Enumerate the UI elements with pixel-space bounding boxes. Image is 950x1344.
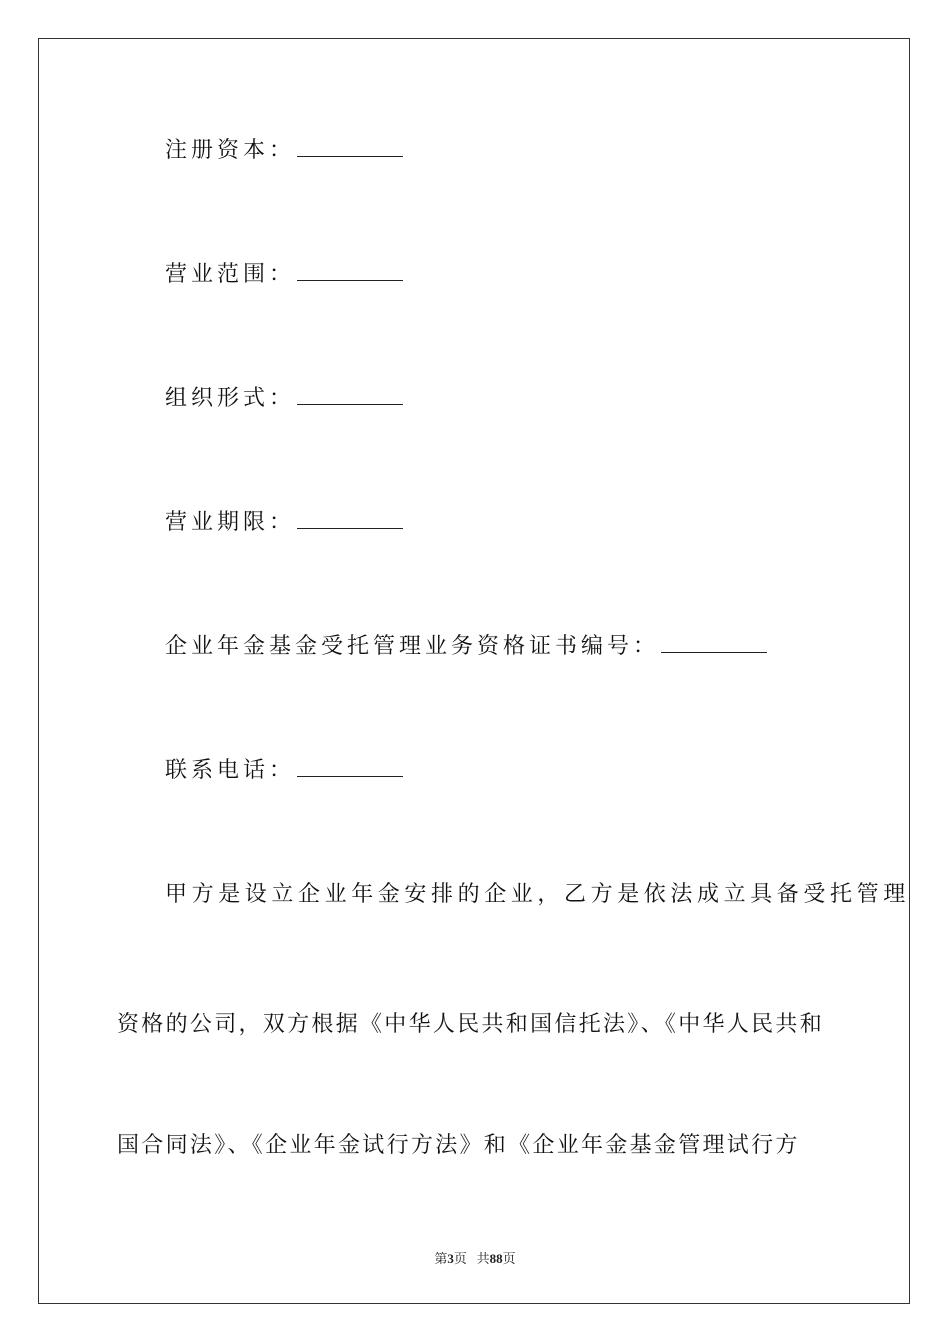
- footer-prefix: 第: [434, 1251, 448, 1266]
- footer-total-pages: 88: [489, 1251, 503, 1266]
- business-term-blank: [297, 508, 403, 529]
- paragraph-line-1: 甲方是设立企业年金安排的企业，乙方是依法成立具备受托管理: [165, 882, 910, 907]
- certificate-number-field: [165, 632, 767, 662]
- organization-form-blank: [297, 384, 403, 405]
- footer-total-suffix: 页: [502, 1251, 516, 1266]
- registered-capital-label: 注册资本：: [165, 138, 296, 163]
- page-footer: [0, 1248, 950, 1267]
- contact-phone-field: [165, 756, 403, 786]
- page-border: [38, 38, 910, 1304]
- certificate-number-blank: [661, 632, 767, 653]
- organization-form-label: 组织形式：: [165, 386, 296, 411]
- business-term-label: 营业期限：: [165, 510, 296, 535]
- registered-capital-field: [165, 136, 403, 166]
- paragraph-line-2: 资格的公司，双方根据《中华人民共和国信托法》、《中华人民共和: [117, 1012, 825, 1037]
- organization-form-field: [165, 384, 403, 414]
- footer-total-prefix: 共: [476, 1251, 490, 1266]
- contact-phone-label: 联系电话：: [165, 758, 296, 783]
- business-scope-label: 营业范围：: [165, 262, 296, 287]
- business-scope-blank: [297, 260, 403, 281]
- registered-capital-blank: [297, 136, 403, 157]
- business-term-field: [165, 508, 403, 538]
- certificate-number-label: 企业年金基金受托管理业务资格证书编号：: [165, 634, 660, 659]
- footer-page-suffix: 页: [453, 1251, 467, 1266]
- footer-page-number: 3: [447, 1251, 454, 1266]
- contact-phone-blank: [297, 756, 403, 777]
- paragraph-line-3: 国合同法》、《企业年金试行方法》和《企业年金基金管理试行方: [117, 1133, 800, 1158]
- business-scope-field: [165, 260, 403, 290]
